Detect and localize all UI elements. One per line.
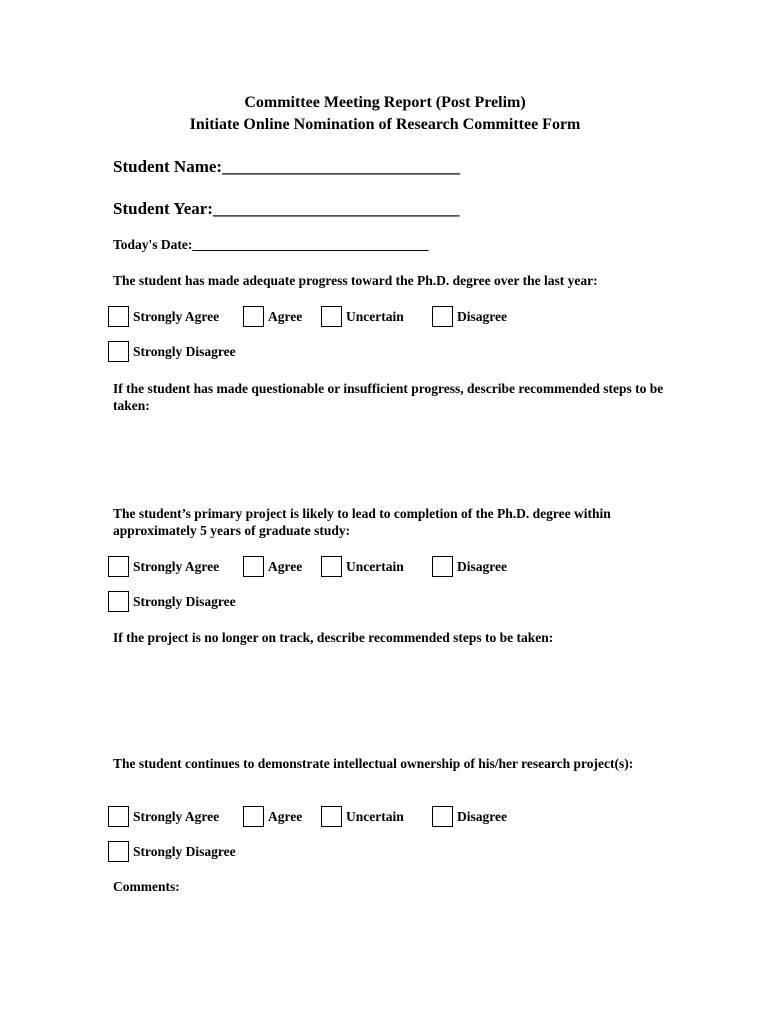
todays-date-field[interactable]: Today's Date:___________________________________ — [113, 237, 429, 252]
s2-strongly-disagree-label: Strongly Disagree — [133, 594, 236, 609]
ownership-question: The student continues to demonstrate intellectual ownership of his/her research project(s): — [113, 756, 634, 771]
s3-strongly-disagree-label: Strongly Disagree — [133, 844, 236, 859]
s1-strongly-disagree-checkbox[interactable] — [108, 341, 129, 362]
s3-agree-checkbox[interactable] — [243, 806, 264, 827]
s2-disagree-checkbox[interactable] — [432, 556, 453, 577]
s2-uncertain-label: Uncertain — [346, 559, 404, 574]
s1-strongly-agree-checkbox[interactable] — [108, 306, 129, 327]
s3-strongly-agree-checkbox[interactable] — [108, 806, 129, 827]
student-year-field[interactable]: Student Year:_____________________________ — [113, 199, 460, 218]
s1-disagree-label: Disagree — [457, 309, 507, 324]
s3-agree-label: Agree — [268, 809, 303, 824]
s3-uncertain-checkbox[interactable] — [321, 806, 342, 827]
s1-uncertain-checkbox[interactable] — [321, 306, 342, 327]
s3-disagree-label: Disagree — [457, 809, 507, 824]
comments-label: Comments: — [113, 879, 180, 894]
s1-agree-label: Agree — [268, 309, 303, 324]
s3-uncertain-label: Uncertain — [346, 809, 404, 824]
s1-strongly-agree-label: Strongly Agree — [133, 309, 220, 324]
project-question: The student’s primary project is likely to lead to completion of the Ph.D. degree within approximately 5 years of graduate study: — [113, 506, 611, 538]
s1-agree-checkbox[interactable] — [243, 306, 264, 327]
s2-agree-checkbox[interactable] — [243, 556, 264, 577]
progress-followup: If the student has made questionable or insufficient progress, describe recommended steps to be taken: — [113, 381, 664, 413]
s1-strongly-disagree-label: Strongly Disagree — [133, 344, 236, 359]
form-title: Committee Meeting Report (Post Prelim) — [244, 94, 526, 111]
s1-uncertain-label: Uncertain — [346, 309, 404, 324]
progress-question: The student has made adequate progress toward the Ph.D. degree over the last year: — [113, 273, 598, 288]
s2-agree-label: Agree — [268, 559, 303, 574]
s3-disagree-checkbox[interactable] — [432, 806, 453, 827]
s2-strongly-agree-label: Strongly Agree — [133, 559, 220, 574]
form-subtitle: Initiate Online Nomination of Research Committee Form — [189, 116, 581, 133]
student-name-field[interactable]: Student Name:____________________________ — [113, 157, 461, 176]
s2-strongly-disagree-checkbox[interactable] — [108, 591, 129, 612]
s2-uncertain-checkbox[interactable] — [321, 556, 342, 577]
s2-strongly-agree-checkbox[interactable] — [108, 556, 129, 577]
s3-strongly-disagree-checkbox[interactable] — [108, 841, 129, 862]
s3-strongly-agree-label: Strongly Agree — [133, 809, 220, 824]
s1-disagree-checkbox[interactable] — [432, 306, 453, 327]
project-followup: If the project is no longer on track, describe recommended steps to be taken: — [113, 630, 554, 645]
s2-disagree-label: Disagree — [457, 559, 507, 574]
